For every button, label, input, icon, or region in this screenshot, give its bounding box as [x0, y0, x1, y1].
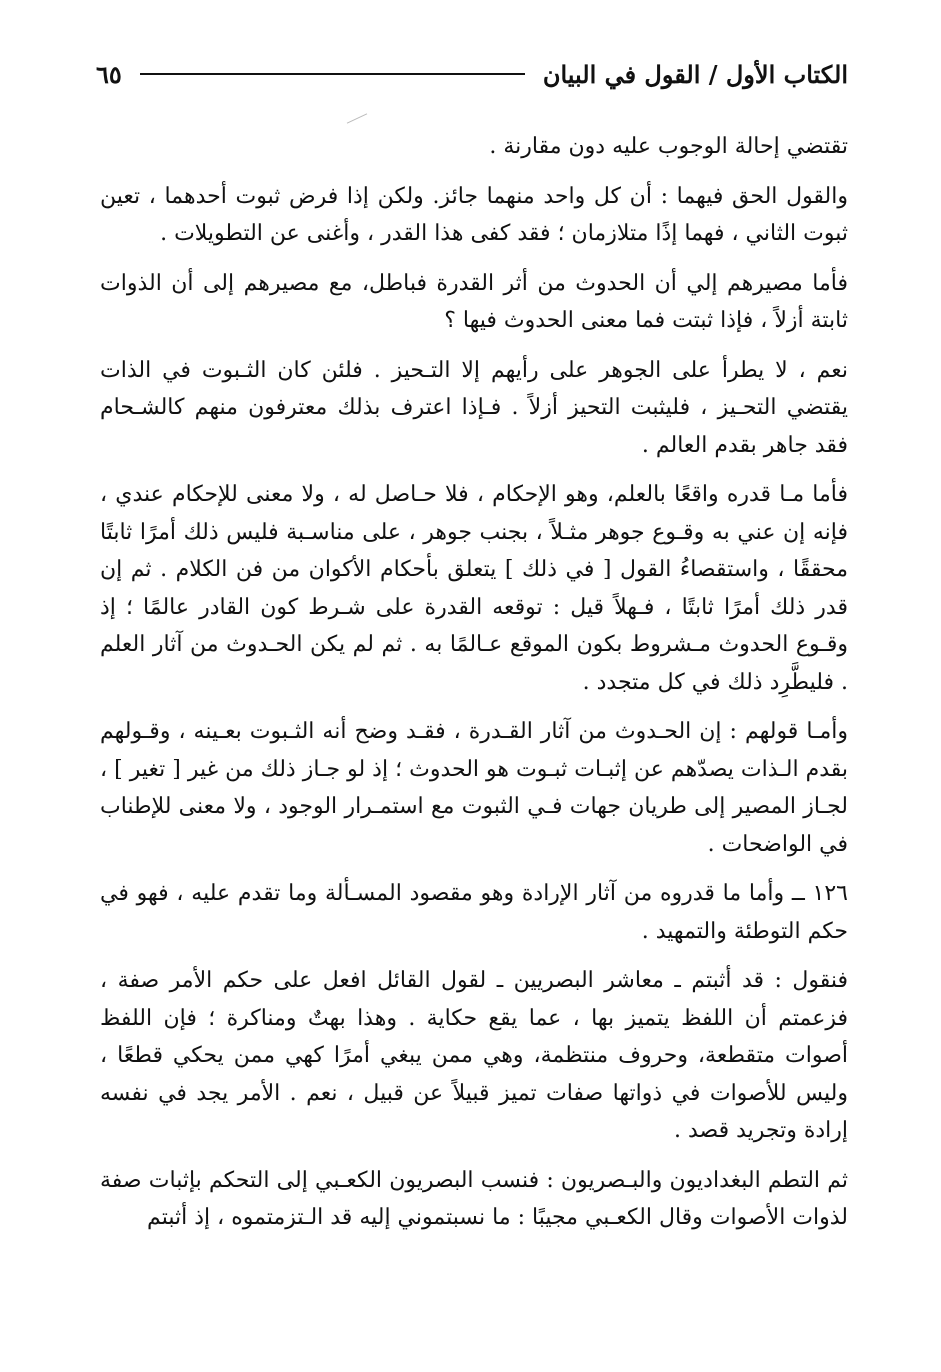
page-number: ٦٥	[96, 59, 122, 89]
header-rule	[140, 73, 525, 75]
paragraph: ١٢٦ ــ وأما ما قدروه من آثار الإرادة وهو مقصود المسـألة وما تقدم عليه ، فهو في حكم التوطئة والتمهيد .	[100, 881, 848, 944]
paragraph: تقتضي إحالة الوجوب عليه دون مقارنة .	[489, 134, 848, 159]
paragraph: والقول الحق فيهما : أن كل واحد منهما جائز. ولكن إذا فرض ثبوت أحدهما ، تعين ثبوت الثاني ، فهما إذًا متلازمان ؛ فقد كفى هذا القدر ، وأغنى عن التطويلات .	[100, 183, 848, 246]
paragraph: وأمـا قولهم : إن الحـدوث من آثار القـدرة ، فقـد وضح أنه الثـبوت بعـينه ، وقـولهم بقدم الـذات يصدّهم عن إثبـات ثبـوت هو الحدوث ؛ إذ لو جـاز ذلك من غير [ تغير ] ، لجـاز المصير إلى طريان جهات فـي الثبوت مع استمـرار الوجود ، ولا معنى للإطناب في الواضحات .	[100, 719, 849, 857]
scan-speck	[347, 113, 367, 123]
body-text	[100, 128, 848, 1237]
paragraph: ثم التطم البغداديون والبـصريون : فنسب البصريون الكعـبي إلى التحكم بإثبات صفة لذوات الأصوات وقال الكعـبي مجيبًا : ما نسبتموني إليه قد الـتزمتموه ، إذ أثبتم	[100, 1167, 848, 1230]
running-header	[96, 52, 848, 96]
paragraph: فأما مصيرهم إلي أن الحدوث من أثر القدرة فباطل، مع مصيرهم إلى أن الذوات ثابتة أزلاً ، فإذا ثبتت فما معنى الحدوث فيها ؟	[100, 270, 848, 333]
paragraph: فأما مـا قدره واقعًا بالعلم، وهو الإحكام ، فلا حـاصل له ، ولا معنى للإحكام عندي ، فإنه إن عني به وقـوع جوهر مثـلاً ، بجنب جوهر ، على مناسـبة فليس ذلك أمرًا ثابتًا محققًا ، واستقصاءُ القول [ في ذلك ] يتعلق بأحكام الأكوان من فن الكلام . ثم إن قدر ذلك أمرًا ثابتًا ، فـهلاً قيل : توقعه القدرة على شـرط كون القادر عالمًا ؛ إذ وقـوع الحدوث مـشروط بكون الموقع عـالمًا به . ثم لم يكن الحـدوث من آثار العلم . فليطَّرِد ذلك في كل متجدد .	[100, 482, 848, 695]
paragraph: نعم ، لا يطرأ على الجوهر على رأيهم إلا التـحيز . فلئن كان الثـبوت في الذات يقتضي التحـيز ، فليثبت التحيز أزلاً . فـإذا اعترف بذلك معترفون منهم كالشـحام فقد جاهر بقدم العالم .	[100, 357, 848, 458]
running-header-title: الكتاب الأول / القول في البيان	[542, 59, 848, 89]
paragraph: فنقول : قد أثبتم ـ معاشر البصريين ـ لقول القائل افعل على حكم الأمر صفة ، فزعمتم أن اللفظ يتميز بها ، عما يقع حكاية . وهذا بهتٌ ومناكرة ؛ فإن اللفظ أصوات متقطعة، وحروف منتظمة، وهي ممن يبغي أمرًا كهي ممن يحكي قطعًا ، وليس للأصوات في ذواتها صفات تميز قبيلاً عن قبيل ، نعم . الأمر يجد في نفسه إرادة وتجريد قصد .	[100, 968, 848, 1143]
